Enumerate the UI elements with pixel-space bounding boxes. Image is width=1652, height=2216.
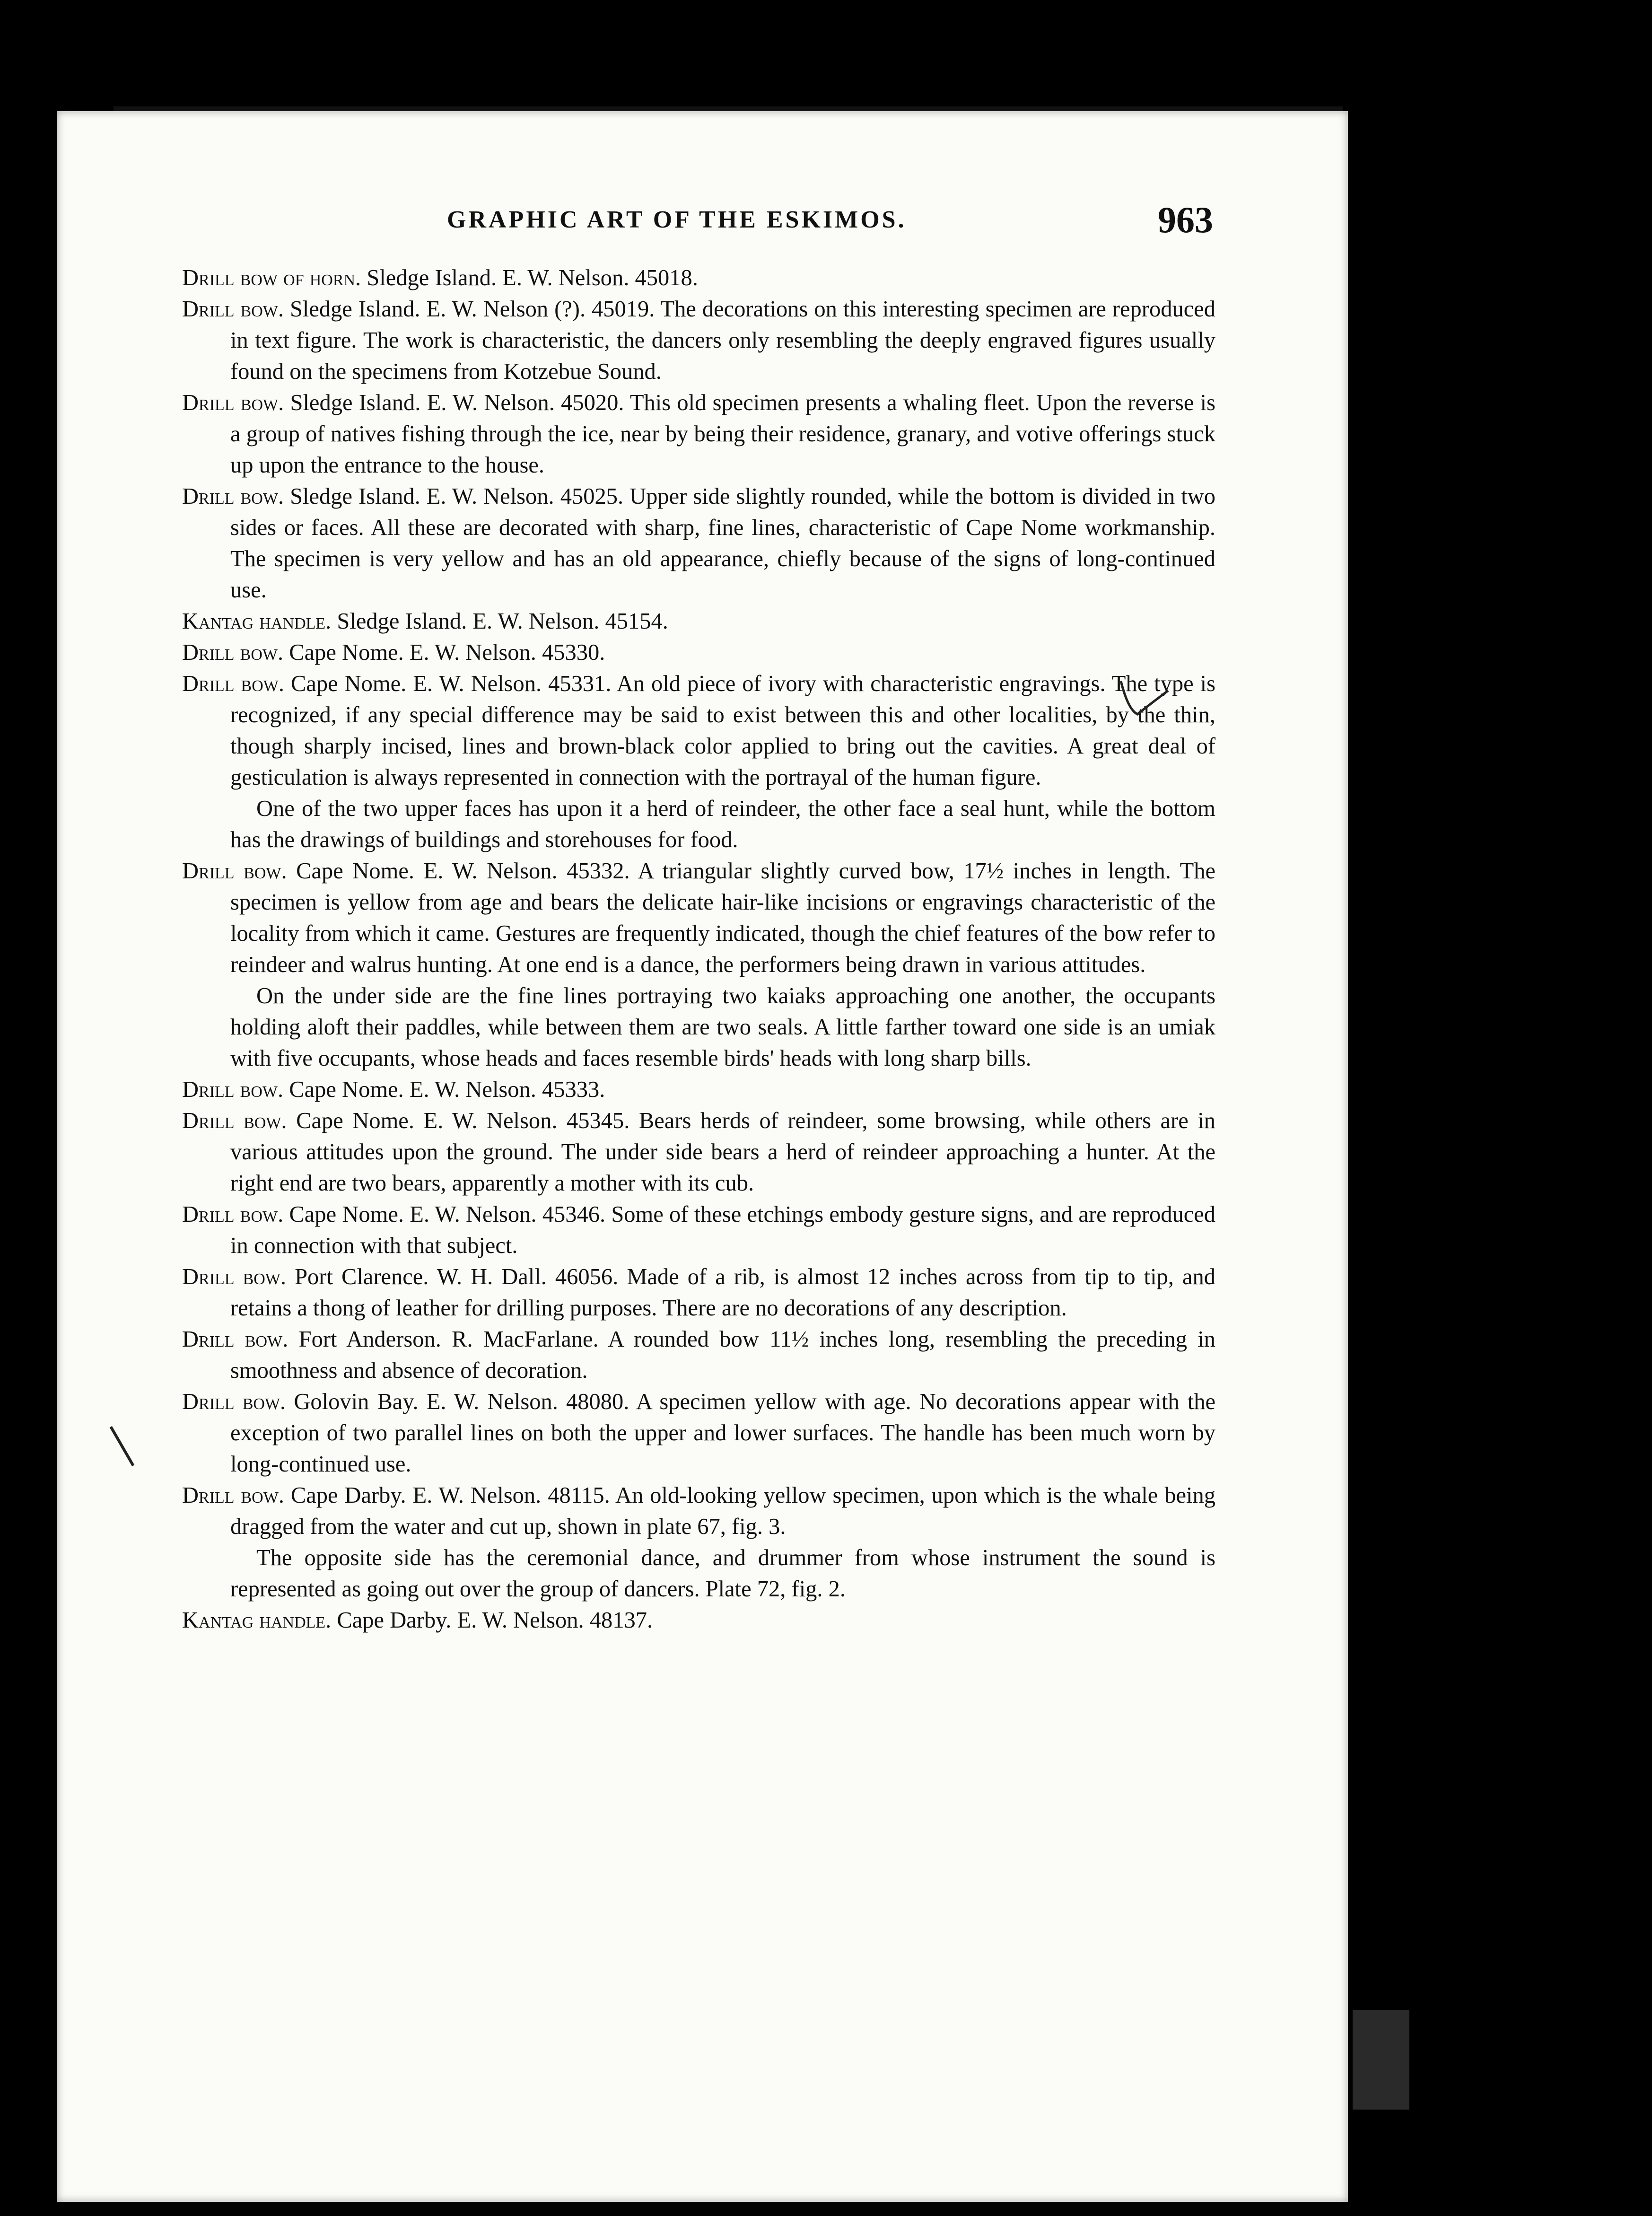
entry-heading: Kantag handle. (182, 609, 332, 634)
entry-text: Sledge Island. E. W. Nelson. 45020. This old specimen presents a whaling fleet. Upon the reverse is a group of natives fishing through the ice, near by being their residence, granary, and votive offerings stuck up upon the entrance to the house. (230, 390, 1215, 478)
entry-text: Port Clarence. W. H. Dall. 46056. Made of a rib, is almost 12 inches across from tip to tip, and retains a thong of leather for drilling purposes. There are no decorations of any description. (230, 1264, 1215, 1321)
catalog-entry (182, 637, 1215, 668)
scan-smudge (1353, 2010, 1409, 2110)
catalog-entry (182, 668, 1215, 793)
continuation-paragraph (182, 793, 1215, 856)
entry-heading: Drill bow. (182, 1389, 286, 1414)
page-number: 963 (1158, 199, 1213, 240)
catalog-entry (182, 1386, 1215, 1480)
entry-heading: Drill bow. (182, 390, 284, 415)
entry-heading: Drill bow. (182, 1483, 284, 1508)
entry-heading: Drill bow. (182, 1108, 287, 1133)
entry-text: Fort Anderson. R. MacFarlane. A rounded bow 11½ inches long, resembling the preceding in smoothness and absence of decoration. (230, 1327, 1215, 1383)
entry-heading: Drill bow. (182, 1327, 288, 1352)
entry-heading: Drill bow of horn. (182, 265, 361, 290)
entry-text: Golovin Bay. E. W. Nelson. 48080. A specimen yellow with age. No decorations appear with the exception of two parallel lines on both the upper and lower surfaces. The handle has been much worn by long-continued use. (230, 1389, 1215, 1477)
catalog-entry (182, 263, 1215, 294)
entry-text: Sledge Island. E. W. Nelson. 45025. Upper side slightly rounded, while the bottom is divided in two sides or faces. All these are decorated with sharp, fine lines, characteristic of Cape Nome workmanship. The specimen is very yellow and has an old appearance, chiefly because of the signs of long-continued use. (230, 484, 1215, 603)
handwritten-check-mark (1116, 676, 1173, 733)
entry-text: Sledge Island. E. W. Nelson (?). 45019. The decorations on this interesting specimen are reproduced in text figure. The work is characteristic, the dancers only resembling the deeply engraved figures usually found on the specimens from Kotzebue Sound. (230, 297, 1215, 384)
catalog-entry (182, 1105, 1215, 1199)
entry-text: Cape Darby. E. W. Nelson. 48115. An old-looking yellow specimen, upon which is the whale being dragged from the water and cut up, shown in plate 67, fig. 3. (230, 1483, 1215, 1539)
entry-heading: Drill bow. (182, 671, 284, 696)
entry-text: Cape Nome. E. W. Nelson. 45330. (283, 640, 605, 665)
page-header (447, 199, 1213, 241)
top-border-rule (114, 106, 1343, 111)
catalog-entry (182, 387, 1215, 481)
entry-heading: Drill bow. (182, 297, 284, 322)
entry-text: Cape Nome. E. W. Nelson. 45345. Bears herds of reindeer, some browsing, while others are in various attitudes upon the ground. The under side bears a herd of reindeer approaching a hunter. At the right end are two bears, apparently a mother with its cub. (230, 1108, 1215, 1196)
catalog-entry (182, 1261, 1215, 1324)
entry-text: Sledge Island. E. W. Nelson. 45154. (331, 609, 668, 634)
entry-heading: Drill bow. (182, 484, 284, 509)
entry-heading: Drill bow. (182, 1077, 284, 1102)
entry-text: On the under side are the fine lines portraying two kaiaks approaching one another, the occupants holding aloft their paddles, while between them are two seals. A little farther toward one side is an umiak with five occupants, whose heads and faces resemble birds' heads with long sharp bills. (230, 983, 1215, 1071)
catalog-entry (182, 294, 1215, 387)
running-head: GRAPHIC ART OF THE ESKIMOS. (447, 206, 907, 233)
entry-heading: Drill bow. (182, 1202, 284, 1227)
entry-text: Cape Nome. E. W. Nelson. 45333. (283, 1077, 605, 1102)
entry-text: Cape Nome. E. W. Nelson. 45331. An old piece of ivory with characteristic engravings. The type is recognized, if any special difference may be said to exist between this and other localities, by the thin, though sharply incised, lines and brown-black color applied to bring out the cavities. A great deal of gesticulation is always represented in connection with the portrayal of the human figure. (230, 671, 1215, 790)
catalog-entry (182, 1480, 1215, 1542)
continuation-paragraph (182, 981, 1215, 1074)
catalog-entry (182, 1324, 1215, 1386)
continuation-paragraph (182, 1542, 1215, 1605)
catalog-entry (182, 1605, 1215, 1636)
entry-heading: Kantag handle. (182, 1608, 332, 1633)
catalog-entry (182, 606, 1215, 637)
text-body (182, 263, 1215, 1636)
catalog-entry (182, 1199, 1215, 1261)
catalog-entry (182, 1074, 1215, 1105)
entry-heading: Drill bow. (182, 1264, 287, 1289)
catalog-entry (182, 481, 1215, 606)
entry-text: The opposite side has the ceremonial dance, and drummer from whose instrument the sound is represented as going out over the group of dancers. Plate 72, fig. 2. (230, 1545, 1215, 1602)
entry-text: Cape Nome. E. W. Nelson. 45332. A triangular slightly curved bow, 17½ inches in length. The specimen is yellow from age and bears the delicate hair-like incisions or engravings characteristic of the locality from which it came. Gestures are frequently indicated, though the chief features of the bow refer to reindeer and walrus hunting. At one end is a dance, the performers being drawn in various attitudes. (230, 858, 1215, 977)
entry-heading: Drill bow. (182, 640, 284, 665)
catalog-entry (182, 856, 1215, 981)
entry-heading: Drill bow. (182, 858, 287, 884)
entry-text: Cape Darby. E. W. Nelson. 48137. (331, 1608, 653, 1633)
entry-text: Cape Nome. E. W. Nelson. 45346. Some of these etchings embody gesture signs, and are reproduced in connection with that subject. (230, 1202, 1215, 1258)
entry-text: One of the two upper faces has upon it a herd of reindeer, the other face a seal hunt, while the bottom has the drawings of buildings and storehouses for food. (230, 796, 1215, 852)
entry-text: Sledge Island. E. W. Nelson. 45018. (361, 265, 698, 290)
